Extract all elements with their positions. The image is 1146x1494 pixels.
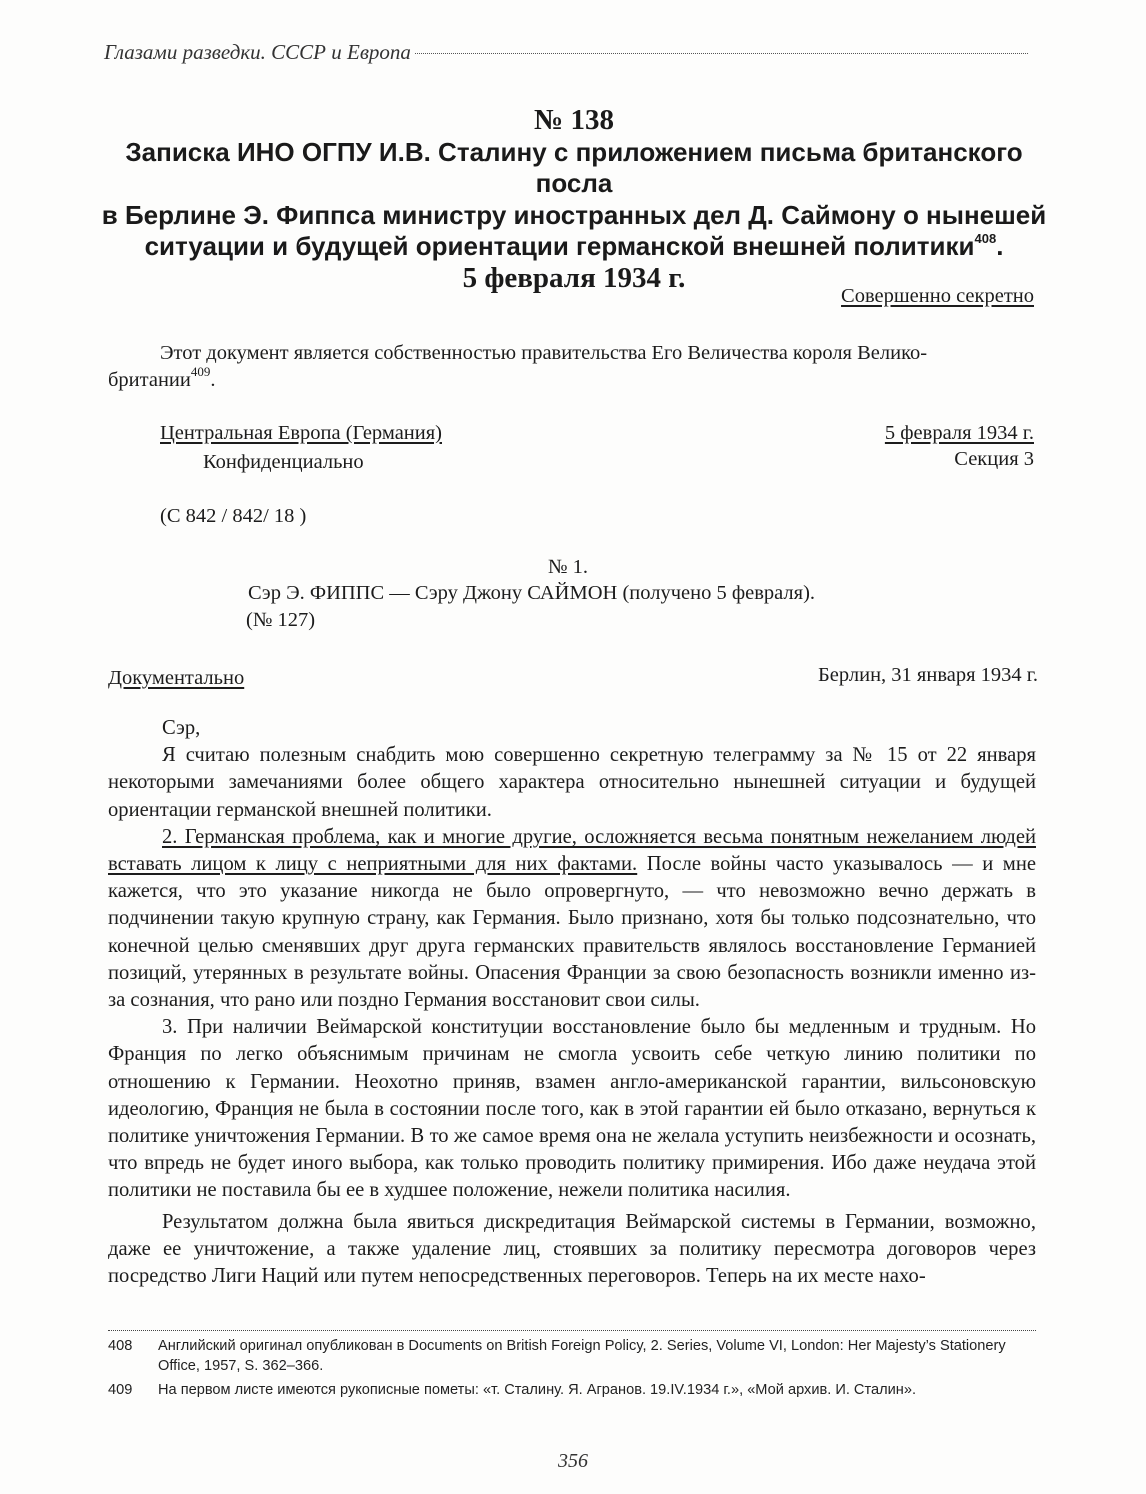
salutation: Сэр, <box>162 717 201 739</box>
document-number: № 138 <box>534 104 614 136</box>
dispatch-label: Документально <box>108 667 245 689</box>
title-line-2: в Берлине Э. Фиппса министру иностранных дел Д. Саймону о нынешей <box>101 199 1047 230</box>
header-confidentiality: Конфиденциально <box>203 451 364 473</box>
running-head-rule <box>415 53 1028 54</box>
dispatch-number: № 1. <box>548 556 589 578</box>
paragraph-2-underlined: 2. Германская проблема, как и многие другие, осложняется весьма понятным нежеланием людей вставать лицом к лицу с неприятными для них фактами. <box>108 825 1036 876</box>
footnotes <box>108 1336 1038 1404</box>
footnote-text: Английский оригинал опубликован в Documents on British Foreign Policy, 2. Series, Volume VI, London: Her Majesty’s Stationery Office, 1957, S. 362–366. <box>158 1338 1006 1374</box>
header-section: Секция 3 <box>954 448 1034 470</box>
dispatch-telegram-number: (№ 127) <box>246 609 316 631</box>
footnote-ref-408[interactable]: 408 <box>974 231 997 247</box>
classification-stamp: Совершенно секретно <box>841 285 1034 307</box>
ownership-line-2-text: британии <box>108 369 191 391</box>
letter-body <box>108 715 1036 1290</box>
running-head-title: Глазами разведки. СССР и Европа <box>104 40 411 64</box>
paragraph-3: 3. При наличии Веймарской конституции восстановление было бы медленным и трудным. Но Франция по легко объяснимым причинам не смогла усвоить себе четкую линию политики по отношению к Германии. Неохотно приняв, взамен англо-американской гарантии, вильсоновскую идеологию, Франция не была в состоянии после того, как в этой гарантии ей было отказано, вернуться к политике уничтожения Германии. В то же самое время она не желала уступить неизбежности и осознать, что впредь не будет иного выбора, как только проводить политику примирения. Ибо даже неудача этой политики не поставила бы ее в худшее положение, нежели политика насилия. <box>108 1016 1036 1202</box>
paragraph-2-rest: После войны часто указывалось — и мне кажется, что это указание никогда не было опровергнуто, — что невозможно вечно держать в подчинении такую крупную страну, как Германия. Было признано, хотя бы только подсознательно, что конечной целью сменявших друг друга германских правительств являлось восстановление Германией позиций, утерянных в результате войны. Опасения Франции за свою безопасность возникли именно из- за сознания, что рано или поздно Германия восстановит свои силы. <box>108 853 1036 1012</box>
title-line-1: Записка ИНО ОГПУ И.В. Сталину с приложением письма британского посла <box>125 136 1023 198</box>
footnote-text: На первом листе имеются рукописные пометы: «т. Сталину. Я. Агранов. 19.IV.1934 г.», «Мой архив. И. Сталин». <box>158 1382 917 1398</box>
page-number: 356 <box>558 1450 588 1472</box>
title-line-3 <box>100 231 1048 263</box>
footnote-separator <box>108 1330 1036 1331</box>
footnote-number: 409 <box>108 1382 133 1398</box>
footnote-409 <box>108 1380 1038 1400</box>
footnote-408 <box>108 1336 1038 1376</box>
ownership-note <box>108 340 1036 394</box>
footnote-number: 408 <box>108 1338 133 1354</box>
header-region: Центральная Европа (Германия) <box>160 422 442 444</box>
running-head <box>104 40 1028 65</box>
ownership-end: . <box>210 369 216 391</box>
header-date: 5 февраля 1934 г. <box>884 422 1034 444</box>
document-date: 5 февраля 1934 г. <box>462 261 686 294</box>
paragraph-1: Я считаю полезным снабдить мою совершенно секретную телеграмму за № 15 от 22 января некоторыми замечаниями более общего характера относительно нынешней ситуации и будущей ориентации германской внешней политики. <box>108 744 1036 821</box>
paragraph-2 <box>108 824 1036 1014</box>
ownership-line-2 <box>108 364 1036 394</box>
dispatch-from-to: Сэр Э. ФИППС — Сэру Джону САЙМОН (получено 5 февраля). <box>248 582 816 604</box>
ownership-line-1: Этот документ является собственностью правительства Его Величества короля Велико- <box>160 342 928 364</box>
paragraph-4: Результатом должна была явиться дискредитация Веймарской системы в Германии, возможно, даже ее уничтожение, а также удаление лиц, стоявших за политику пересмотра договоров через посредство Лиги Наций или путем непосредственных переговоров. Теперь на их месте нахо- <box>108 1210 1036 1288</box>
title-line-3-text: ситуации и будущей ориентации германской внешней политики <box>144 231 975 261</box>
title-end: . <box>996 231 1004 261</box>
header-reference: (С 842 / 842/ 18 ) <box>160 505 307 527</box>
document-title-block <box>100 105 1048 294</box>
footnote-ref-409[interactable]: 409 <box>190 364 211 380</box>
dispatch-place-date: Берлин, 31 января 1934 г. <box>818 664 1038 686</box>
